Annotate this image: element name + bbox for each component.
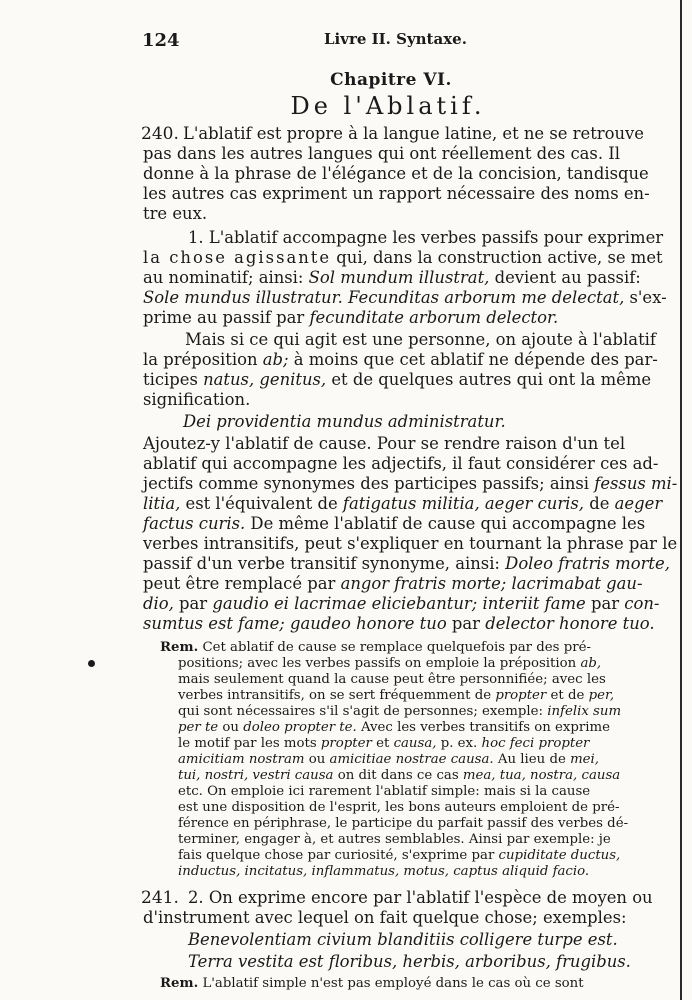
example-sentence: Terra vestita est floribus, herbis, arboribus, frugibus. xyxy=(188,952,631,971)
remark-line: tui, nostri, vestri causa on dit dans ce cas mea, tua, nostra, causa xyxy=(178,768,621,783)
text-line: Mais si ce qui agit est une personne, on ajoute à l'ablatif xyxy=(185,330,656,349)
text-line: Sole mundus illustratur. Fecunditas arborum me delectat, s'ex- xyxy=(143,288,667,307)
remark-line: mais seulement quand la cause peut être personnifiée; avec les xyxy=(178,672,606,687)
text-line: donne à la phrase de l'élégance et de la concision, tandisque xyxy=(143,164,649,183)
text-line: passif d'un verbe transitif synonyme, ainsi: Doleo fratris morte, xyxy=(143,554,670,573)
text-line: d'instrument avec lequel on fait quelque chose; exemples: xyxy=(143,908,627,927)
text-line: la chose agissante qui, dans la construction active, se met xyxy=(143,248,663,267)
example-sentence: Benevolentiam civium blanditiis colligere turpe est. xyxy=(188,930,618,949)
text-line: au nominatif; ainsi: Sol mundum illustrat, devient au passif: xyxy=(143,268,641,287)
chapter-title: Chapitre VI. xyxy=(330,70,452,90)
text-line: litia, est l'équivalent de fatigatus militia, aeger curis, de aeger xyxy=(143,494,663,513)
text-line: dio, par gaudio ei lacrimae eliciebantur; interiit fame par con- xyxy=(143,594,660,613)
running-head xyxy=(0,30,692,54)
text-line: tre eux. xyxy=(143,204,208,223)
text-line: factus curis. De même l'ablatif de cause qui accompagne les xyxy=(143,514,646,533)
remark-line: qui sont nécessaires s'il s'agit de personnes; exemple: infelix sum xyxy=(178,704,622,719)
section-heading: De l'Ablatif. xyxy=(290,92,486,120)
text-line: les autres cas expriment un rapport nécessaire des noms en- xyxy=(143,184,650,203)
text-line: Ajoutez-y l'ablatif de cause. Pour se rendre raison d'un tel xyxy=(143,434,626,453)
text-line: signification. xyxy=(143,390,251,409)
text-line: pas dans les autres langues qui ont réellement des cas. Il xyxy=(143,144,620,163)
remark-line: verbes intransitifs, on se sert fréquemment de propter et de per, xyxy=(178,688,615,703)
section-number-241: 241. xyxy=(141,888,179,908)
remark-line: est une disposition de l'esprit, les bons auteurs emploient de pré- xyxy=(178,800,620,815)
remark-line: per te ou doleo propter te. Avec les verbes transitifs on exprime xyxy=(178,720,611,735)
remark-line: Rem. L'ablatif simple n'est pas employé dans le cas où ce sont xyxy=(160,976,584,991)
remark-line: fais quelque chose par curiosité, s'exprime par cupiditate ductus, xyxy=(178,848,621,863)
text-line: sumtus est fame; gaudeo honore tuo par delector honore tuo. xyxy=(143,614,655,633)
text-line: ticipes natus, genitus, et de quelques autres qui ont la même xyxy=(143,370,652,389)
remark-line: terminer, engager à, et autres semblables. Ainsi par exemple: je xyxy=(178,832,611,847)
remark-line: Rem. Cet ablatif de cause se remplace quelquefois par des pré- xyxy=(160,640,591,655)
text-line: la préposition ab; à moins que cet ablatif ne dépende des par- xyxy=(143,350,658,369)
text-line: 2. On exprime encore par l'ablatif l'espèce de moyen ou xyxy=(188,888,653,907)
page-edge xyxy=(680,0,682,1000)
page-number: 124 xyxy=(142,30,180,51)
remark-line: amicitiam nostram ou amicitiae nostrae causa. Au lieu de mei, xyxy=(178,752,600,767)
text-line: prime au passif par fecunditate arborum delector. xyxy=(143,308,559,327)
running-title: Livre II. Syntaxe. xyxy=(324,30,467,48)
remark-line: inductus, incitatus, inflammatus, motus, captus aliquid facio. xyxy=(178,864,590,879)
bullet-mark-icon xyxy=(88,660,95,667)
text-line: jectifs comme synonymes des participes passifs; ainsi fessus mi- xyxy=(143,474,678,493)
text-line: peut être remplacé par angor fratris morte; lacrimabat gau- xyxy=(143,574,643,593)
text-line: verbes intransitifs, peut s'expliquer en tournant la phrase par le xyxy=(143,534,678,553)
remark-line: férence en périphrase, le participe du parfait passif des verbes dé- xyxy=(178,816,629,831)
remark-line: etc. On emploie ici rarement l'ablatif simple: mais si la cause xyxy=(178,784,591,799)
section-number-240: 240. xyxy=(141,124,179,144)
text-line: ablatif qui accompagne les adjectifs, il faut considérer ces ad- xyxy=(143,454,659,473)
remark-line: positions; avec les verbes passifs on emploie la préposition ab, xyxy=(178,656,602,671)
remark-line: le motif par les mots propter et causa, p. ex. hoc feci propter xyxy=(178,736,590,751)
example-sentence: Dei providentia mundus administratur. xyxy=(183,412,506,431)
text-line: L'ablatif est propre à la langue latine, et ne se retrouve xyxy=(183,124,644,143)
text-line: 1. L'ablatif accompagne les verbes passifs pour exprimer xyxy=(188,228,664,247)
